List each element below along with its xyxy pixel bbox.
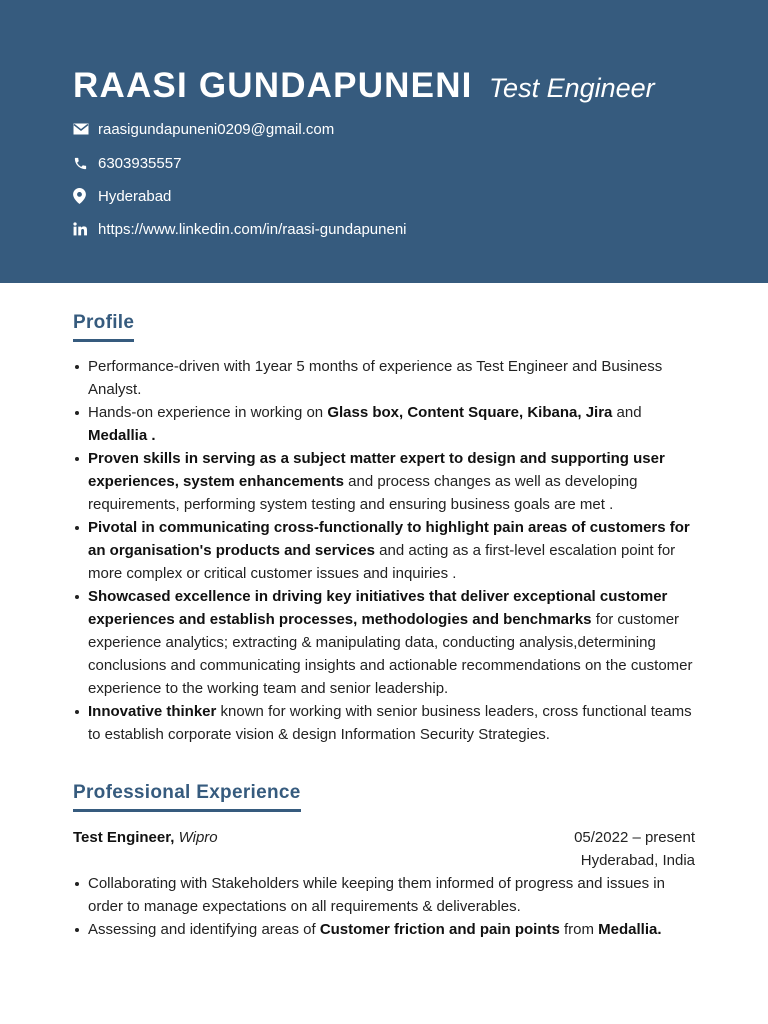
job-dates: 05/2022 – present — [574, 829, 695, 846]
job-meta — [574, 826, 695, 872]
envelope-icon — [73, 121, 90, 138]
map-pin-icon — [73, 188, 90, 205]
job-role: Test Engineer, — [73, 829, 175, 846]
name-row — [73, 66, 655, 106]
list-item: Showcased excellence in driving key initiatives that deliver exceptional customer experiences and establish processes, methodologies and benchmarks for customer experience analytics; extracting & manipulating data, conducting analysis,determining conclusions and communicating insights and actionable recommendations on the customer experience to the working team and senior leadership. — [88, 585, 698, 700]
contact-linkedin — [73, 218, 407, 240]
candidate-title: Test Engineer — [489, 73, 655, 103]
job-position — [73, 826, 218, 849]
linkedin-icon — [73, 221, 90, 238]
list-item: Hands-on experience in working on Glass box, Content Square, Kibana, Jira and Medallia . — [88, 401, 698, 447]
list-item: Innovative thinker known for working with senior business leaders, cross functional teams to establish corporate vision & design Information Security Strategies. — [88, 700, 698, 746]
profile-heading: Profile — [73, 312, 134, 342]
contact-email — [73, 118, 334, 140]
phone-icon — [73, 155, 90, 172]
list-item: Proven skills in serving as a subject matter expert to design and supporting user experiences, system enhancements and process changes as well as developing requirements, performing system testing and ensuring business goals are met . — [88, 447, 698, 516]
job-company: Wipro — [178, 829, 218, 846]
list-item: Assessing and identifying areas of Customer friction and pain points from Medallia. — [88, 918, 698, 941]
experience-heading: Professional Experience — [73, 782, 301, 812]
experience-list — [88, 872, 698, 941]
list-item: Collaborating with Stakeholders while keeping them informed of progress and issues in order to manage expectations on all requirements & deliverables. — [88, 872, 698, 918]
location-text: Hyderabad — [98, 187, 172, 205]
header-band — [0, 0, 768, 283]
linkedin-link[interactable]: https://www.linkedin.com/in/raasi-gundapuneni — [98, 220, 407, 238]
profile-list — [88, 355, 698, 746]
list-item: Pivotal in communicating cross-functionally to highlight pain areas of customers for an organisation's products and services and acting as a first-level escalation point for more complex or critical customer issues and inquiries . — [88, 516, 698, 585]
contact-phone — [73, 152, 181, 174]
phone-number[interactable]: 6303935557 — [98, 154, 182, 172]
list-item: Performance-driven with 1year 5 months of experience as Test Engineer and Business Analyst. — [88, 355, 698, 401]
contact-location — [73, 185, 171, 207]
candidate-name: RAASI GUNDAPUNENI — [73, 66, 473, 105]
email-link[interactable]: raasigundapuneni0209@gmail.com — [98, 120, 335, 138]
job-location: Hyderabad, India — [580, 852, 695, 869]
